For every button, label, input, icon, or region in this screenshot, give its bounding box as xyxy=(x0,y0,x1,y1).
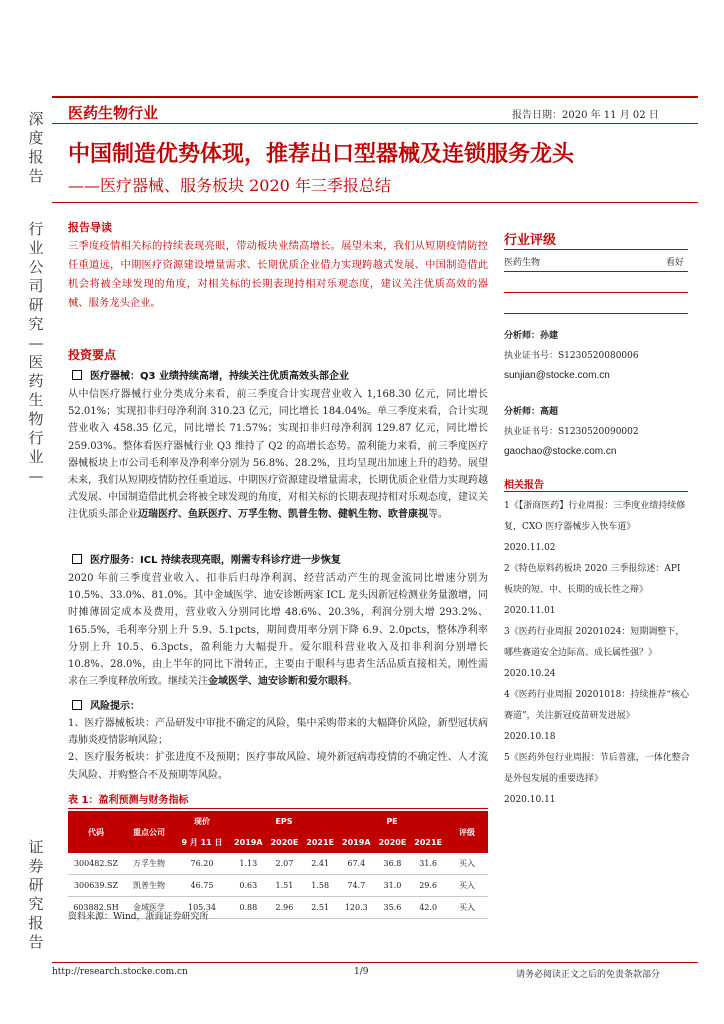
forecast-table xyxy=(68,811,488,919)
cell-eps-2021: 2.51 xyxy=(302,897,338,919)
cell-company: 凯普生物 xyxy=(124,875,174,897)
related-item-date: 2020.11.02 xyxy=(504,543,556,553)
rating-heading: 行业评级 xyxy=(504,233,557,248)
cell-pe-2019: 120.3 xyxy=(338,897,375,919)
col-price-date: 9 月 11 日 xyxy=(174,832,230,853)
risk-title: 风险提示： xyxy=(72,697,140,712)
cell-price: 46.75 xyxy=(174,875,230,897)
cell-eps-2019: 1.13 xyxy=(230,853,267,875)
cell-rating: 买入 xyxy=(446,875,488,897)
analyst-block xyxy=(504,402,694,462)
related-item-title: 2《特色原料药板块 2020 三季报综述：API 板块的短、中、长期的成长性之辩》 xyxy=(504,564,681,595)
intro-heading: 报告导读 xyxy=(68,221,112,234)
cell-code: 300639.SZ xyxy=(68,875,124,897)
related-item-title: 1《【浙商医药】行业周报：三季度业绩持续修复，CXO 医疗器械步入快车道》 xyxy=(504,501,686,532)
checkbox-icon xyxy=(72,554,82,564)
related-item-title: 4《医药行业周报 20201018：持续推荐“核心赛道”，关注新冠疫苗研发进展》 xyxy=(504,690,689,721)
col-pe: PE xyxy=(338,811,446,832)
cell-eps-2021: 1.58 xyxy=(302,875,338,897)
col-year: 2021E xyxy=(302,832,338,853)
header-top-line xyxy=(52,96,698,98)
bullet-medical-devices-text: 从中信医疗器械行业分类成分来看，前三季度合计实现营业收入 1,168.30 亿元，同比增长 52.01%；实现扣非归母净利润 310.23 亿元，同比增长 184.04%。单三季度来看，合计实现营业收入 458.35 亿元，同比增长 71.57%；实现扣非归母净利润 129.87 亿元，同比增长 259.03%。整体看医疗器械行业 Q3 维持了 Q2 的高增长态势。盈利能力来看，前三季度医疗器械板块上市公司毛利率及净利率分别为 56.8%、28.2%，且均呈现出加速上升的趋势。展望未来，我们从短期疫情防控任重道远、中期医疗资源建设增量需求，长期优质企业借力实现跨越式发展、中国制造借此机会将被全球发现的角度，对相关标的长期表现持相对乐观态度，建议关注优质头部企业迈瑞医疗、鱼跃医疗、万孚生物、凯普生物、健帆生物、欧普康视等。 xyxy=(68,389,488,521)
related-heading: 相关报告 xyxy=(504,480,544,491)
cell-eps-2019: 0.88 xyxy=(230,897,267,919)
bullet-medical-devices-title: 医疗器械：Q3 业绩持续高增，持续关注优质高效头部企业 xyxy=(72,367,349,382)
table-row xyxy=(68,875,488,897)
cell-company: 金域医学 xyxy=(124,897,174,919)
col-code: 代码 xyxy=(68,811,124,853)
related-item[interactable] xyxy=(504,559,690,622)
bullet-medical-services-title: 医疗服务：ICL 持续表现亮眼，刚需专科诊疗进一步恢复 xyxy=(72,551,341,566)
side-label: 证券研究报告 xyxy=(28,838,44,951)
col-year: 2019A xyxy=(230,832,267,853)
checkbox-icon xyxy=(72,700,82,710)
service-companies: 金域医学、迪安诊断和爱尔眼科 xyxy=(208,676,348,688)
rating-industry: 医药生物 xyxy=(504,258,541,268)
analyst-cert: 执业证书号：S1230520090002 xyxy=(504,427,639,437)
table-caption: 表 1：盈利预测与财务指标 xyxy=(68,795,189,806)
analyst-block xyxy=(504,326,694,386)
footer-disclaimer: 请务必阅读正文之后的免责条款部分 xyxy=(516,970,661,980)
cell-pe-2020: 35.6 xyxy=(375,897,411,919)
related-item[interactable] xyxy=(504,622,690,685)
analyst-name: 分析师：孙建 xyxy=(504,331,559,341)
cell-pe-2019: 74.7 xyxy=(338,875,375,897)
table-row xyxy=(68,853,488,875)
col-company: 重点公司 xyxy=(124,811,174,853)
side-report-type: 深度报告 xyxy=(28,110,44,185)
page-title: 中国制造优势体现，推荐出口型器械及连锁服务龙头 xyxy=(68,142,575,167)
rating-value: 看好 xyxy=(666,258,685,268)
related-item-date: 2020.10.18 xyxy=(504,732,556,742)
side-category: 行业公司研究—医药生物行业— xyxy=(28,220,44,485)
related-item-title: 5《医药外包行业周报：节后普涨，一体化整合是外包发展的重要选择》 xyxy=(504,753,690,784)
device-companies: 迈瑞医疗、鱼跃医疗、万孚生物、凯普生物、健帆生物、欧普康视 xyxy=(138,509,428,521)
col-eps: EPS xyxy=(230,811,338,832)
analyst-email[interactable]: sunjian@stocke.com.cn xyxy=(504,370,610,381)
related-item[interactable] xyxy=(504,496,690,559)
cell-pe-2021: 42.0 xyxy=(410,897,446,919)
cell-eps-2019: 0.63 xyxy=(230,875,267,897)
page-subtitle: ——医疗器械、服务板块 2020 年三季报总结 xyxy=(68,176,391,195)
cell-eps-2020: 1.51 xyxy=(267,875,303,897)
related-item-date: 2020.10.24 xyxy=(504,669,556,679)
cell-pe-2021: 31.6 xyxy=(410,853,446,875)
table-source: 资料来源：Wind，浙商证券研究所 xyxy=(68,912,209,922)
related-item-date: 2020.10.11 xyxy=(504,795,556,805)
rating-rule xyxy=(504,292,688,293)
cell-pe-2021: 29.6 xyxy=(410,875,446,897)
analyst-email[interactable]: gaochao@stocke.com.cn xyxy=(504,446,617,457)
points-heading: 投资要点 xyxy=(68,348,117,362)
analyst-cert: 执业证书号：S1230520080006 xyxy=(504,351,639,361)
cell-eps-2020: 2.96 xyxy=(267,897,303,919)
cell-price: 105.34 xyxy=(174,897,230,919)
rating-rule xyxy=(504,271,688,272)
footer-rule xyxy=(52,962,698,963)
checkbox-icon xyxy=(72,370,82,380)
analyst-name: 分析师：高超 xyxy=(504,407,559,417)
cell-company: 万孚生物 xyxy=(124,853,174,875)
cell-rating: 买入 xyxy=(446,853,488,875)
header-bottom-line xyxy=(52,123,698,124)
report-date: 报告日期：2020 年 11 月 02 日 xyxy=(512,110,659,121)
related-list xyxy=(504,496,690,811)
cell-pe-2019: 67.4 xyxy=(338,853,375,875)
cell-code: 603882.SH xyxy=(68,897,124,919)
cell-pe-2020: 31.0 xyxy=(375,875,411,897)
page-number: 1/9 xyxy=(354,967,369,977)
col-price: 现价 xyxy=(174,811,230,832)
intro-text: 三季度疫情相关标的持续表现亮眼，带动板块业绩高增长。展望未来，我们从短期疫情防控任重道远，中期医疗资源建设增量需求、长期优质企业借力实现跨越式发展、中国制造借此机会将被全球发现的角度，对相关标的长期表现持相对乐观态度，建议关注优质高效的器械、服务龙头企业。 xyxy=(68,240,488,309)
related-item[interactable] xyxy=(504,685,690,748)
col-year: 2021E xyxy=(410,832,446,853)
col-rating: 评级 xyxy=(446,811,488,853)
cell-eps-2020: 2.07 xyxy=(267,853,303,875)
table-top-rule xyxy=(68,808,488,809)
rating-rule xyxy=(504,313,688,314)
related-item-date: 2020.11.01 xyxy=(504,606,556,616)
related-item[interactable] xyxy=(504,748,690,811)
cell-eps-2021: 2.41 xyxy=(302,853,338,875)
col-year: 2020E xyxy=(375,832,411,853)
rating-heading-rule xyxy=(504,249,688,250)
related-heading-rule xyxy=(504,491,688,492)
col-year: 2019A xyxy=(338,832,375,853)
title-rule xyxy=(52,202,698,203)
col-year: 2020E xyxy=(267,832,303,853)
cell-price: 76.20 xyxy=(174,853,230,875)
cell-pe-2020: 36.8 xyxy=(375,853,411,875)
bullet-medical-services-text: 2020 年前三季度营业收入、扣非后归母净利润、经营活动产生的现金流同比增速分别为 10.5%、33.0%、81.0%。其中金域医学、迪安诊断两家 ICL 龙头因新冠检测业务量激增，同时摊薄固定成本及费用，营业收入分别同比增 48.6%、20.3%，利润分别大增 293.2%、165.5%，毛利率分别上升 5.9、5.1pcts，期间费用率分别下降 6.9、2.0pcts，整体净利率分别上升 10.5、6.3pcts，盈利能力大幅提升。爱尔眼科营业收入及扣非利润分别增长 10.8%、28.0%，由上半年的同比下滑转正，主要由于眼科与患者生活品质直接相关，刚性需求在三季度释放所致。继续关注金域医学、迪安诊断和爱尔眼科。 xyxy=(68,573,488,688)
cell-code: 300482.SZ xyxy=(68,853,124,875)
risk-text: 1、医疗器械板块：产品研发中审批不确定的风险，集中采购带来的大幅降价风险，新型冠状病毒肺炎疫情影响风险； 2、医疗服务板块：扩张进度不及预期；医疗事故风险、境外新冠病毒疫情的不确定性、人才流失风险、并购整合不及预期等风险。 xyxy=(68,718,488,781)
cell-rating: 买入 xyxy=(446,897,488,919)
industry-title: 医药生物行业 xyxy=(68,104,159,122)
footer-url[interactable]: http://research.stocke.com.cn xyxy=(52,967,188,977)
related-item-title: 3《医药行业周报 20201024：短期调整下，哪些赛道安全边际高、成长属性强？》 xyxy=(504,627,685,658)
